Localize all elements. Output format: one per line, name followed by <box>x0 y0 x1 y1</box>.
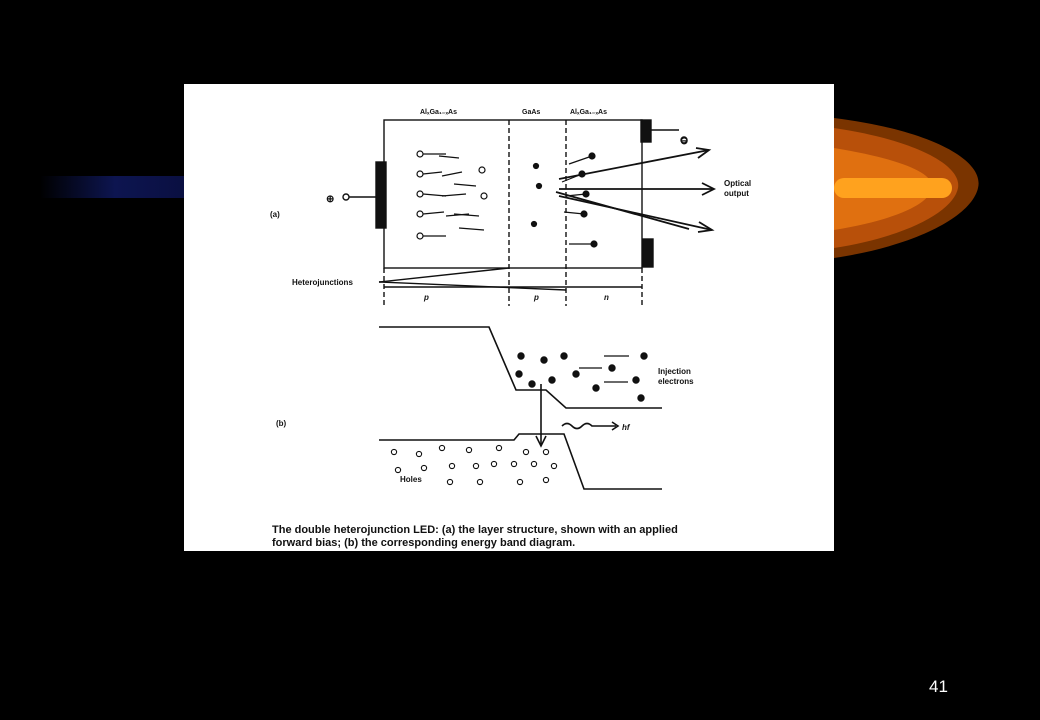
heterojunctions-label: Heterojunctions <box>292 278 353 287</box>
layer-label-3: AlₓGa₁₋ₓAs <box>570 109 608 116</box>
electrons-label-2: electrons <box>658 377 694 386</box>
holes-label: Holes <box>400 475 422 484</box>
output-label-2: output <box>724 189 749 198</box>
output-label-1: Optical <box>724 179 752 188</box>
region-n: n <box>604 293 609 302</box>
layer-label-1: AlₓGa₁₋ₓAs <box>420 109 458 116</box>
caption-line-2: forward bias; (b) the corresponding energy band diagram. <box>272 537 576 549</box>
electrons-label-1: Injection <box>658 367 691 376</box>
part-b-label: (b) <box>276 419 287 428</box>
led-diagram <box>184 84 834 551</box>
left-contact <box>376 162 386 228</box>
region-p2: p <box>534 293 539 302</box>
figure-caption <box>272 524 834 550</box>
caption-line-1: The double heterojunction LED: (a) the layer structure, shown with an applied <box>272 524 678 536</box>
slide-number: 41 <box>929 677 948 696</box>
part-a-label: (a) <box>270 210 280 219</box>
conduction-band <box>379 327 662 408</box>
terminal-left: ⊕ <box>326 194 335 205</box>
right-contact-bottom <box>643 239 653 267</box>
photon-label: hf <box>622 423 630 432</box>
right-contact-top <box>641 120 651 142</box>
terminal-right: ⊖ <box>680 136 689 147</box>
layer-label-2: GaAs <box>522 109 541 116</box>
led-diagram-figure <box>184 84 834 551</box>
region-p1: p <box>424 293 429 302</box>
